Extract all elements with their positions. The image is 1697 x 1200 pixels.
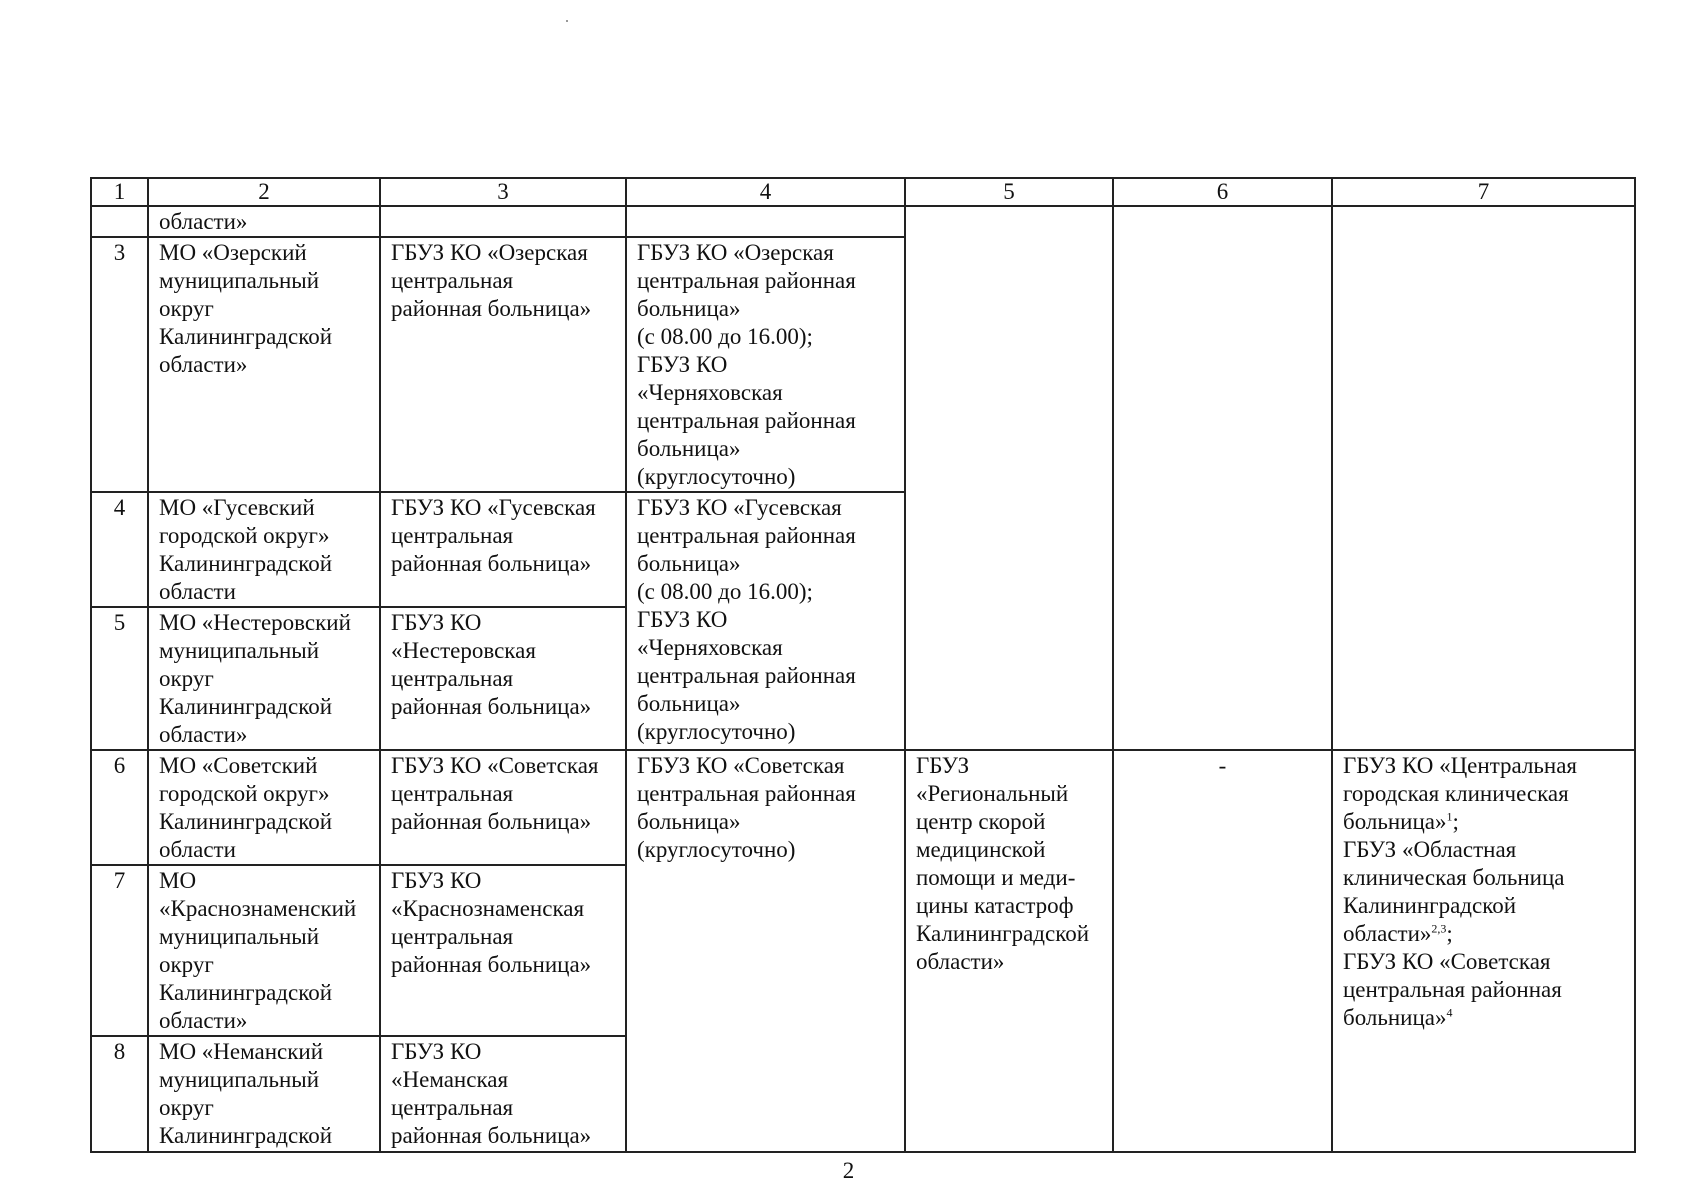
hospital-cell: [380, 750, 626, 865]
footnote-mark: 1: [1446, 809, 1453, 824]
cell-line: Калининградской: [159, 551, 333, 576]
distribution-table: [90, 177, 1636, 1153]
cell-line: «Неманская: [391, 1067, 509, 1092]
cell-line: районная больница»: [391, 694, 592, 719]
cell-line: области»: [916, 949, 1005, 974]
hospital-cell: [380, 865, 626, 1036]
cell-line: МО «Нестеровский: [159, 610, 351, 635]
emergency-service-cell: [905, 750, 1113, 1152]
cell-line: ГБУЗ: [916, 753, 970, 778]
cell-line: центральная: [391, 924, 514, 949]
cell-line-text: центральная районная: [1343, 977, 1562, 1002]
row-number-cell: 6: [91, 750, 148, 865]
footnote-mark: 2,3: [1431, 921, 1447, 936]
cell-line: муниципальный: [159, 1067, 320, 1092]
cell-line: МО «Гусевский: [159, 495, 315, 520]
column-7-cell: [1332, 206, 1635, 750]
cell-line: районная больница»: [391, 809, 592, 834]
cell-line: ГБУЗ КО: [637, 352, 728, 377]
cell-line: округ: [159, 666, 214, 691]
cell-line: [1343, 1004, 1624, 1032]
cell-line: центральная: [391, 523, 514, 548]
row-number-cell: 8: [91, 1036, 148, 1152]
cell-line: ГБУЗ КО «Советская: [637, 753, 845, 778]
cell-line: центральная: [391, 666, 514, 691]
cell-line: цины катастроф: [916, 893, 1074, 918]
cell-line: районная больница»: [391, 1123, 592, 1148]
cell-line: области»: [159, 1008, 248, 1033]
cell-line-text: больница»: [1343, 809, 1447, 834]
column-number: 6: [1113, 178, 1332, 206]
hospital-cell: [380, 1036, 626, 1152]
column-number: 3: [380, 178, 626, 206]
cell-line: центральная районная: [637, 268, 856, 293]
municipality-cell: [148, 1036, 380, 1152]
cell-line: [1343, 920, 1624, 948]
cell-line: больница»: [637, 809, 741, 834]
cell-line: центр скорой: [916, 809, 1046, 834]
hospital-cell: [380, 607, 626, 750]
cell-line: [1343, 864, 1624, 892]
cell-line: ГБУЗ КО «Гусевская: [391, 495, 596, 520]
cell-line: больница»: [637, 296, 741, 321]
cell-line: центральная районная: [637, 663, 856, 688]
municipality-cell: [148, 206, 380, 237]
hospital-cell: [380, 206, 626, 237]
cell-line: Калининградской: [916, 921, 1090, 946]
municipality-cell: [148, 750, 380, 865]
row-number-cell: 5: [91, 607, 148, 750]
cell-line: области»: [159, 209, 248, 234]
cell-line: области: [159, 579, 236, 604]
cell-line: центральная: [391, 1095, 514, 1120]
column-5-cell: [905, 206, 1113, 750]
column-number: 5: [905, 178, 1113, 206]
cell-line: (с 08.00 до 16.00);: [637, 579, 813, 604]
cell-line: центральная: [391, 781, 514, 806]
cell-line: ГБУЗ КО «Озерская: [637, 240, 834, 265]
cell-line-text: Калининградской: [1343, 893, 1517, 918]
column-6-cell: [1113, 206, 1332, 750]
cell-line-text: ГБУЗ «Областная: [1343, 837, 1517, 862]
cell-line: ГБУЗ КО «Гусевская: [637, 495, 842, 520]
cell-line: МО «Озерский: [159, 240, 307, 265]
cell-line: помощи и меди-: [916, 865, 1076, 890]
dash-cell: -: [1113, 750, 1332, 1152]
table-row: [91, 750, 1635, 865]
row-number-cell: 4: [91, 492, 148, 607]
row-number-cell: 7: [91, 865, 148, 1036]
cell-line: «Региональный: [916, 781, 1069, 806]
hospital-cell: [380, 237, 626, 492]
column-number: 4: [626, 178, 905, 206]
cell-line: [1343, 752, 1624, 780]
cell-line: районная больница»: [391, 296, 592, 321]
municipality-cell: [148, 865, 380, 1036]
routing-cell: [626, 750, 905, 1152]
footnote-mark: 4: [1446, 1005, 1453, 1020]
municipality-cell: [148, 237, 380, 492]
routing-cell: [626, 237, 905, 492]
cell-line-text: клиническая больница: [1343, 865, 1565, 890]
punctuation: ;: [1446, 921, 1453, 946]
cell-line: Калининградской: [159, 324, 333, 349]
cell-line: ГБУЗ КО «Советская: [391, 753, 599, 778]
cell-line: ГБУЗ КО: [391, 868, 482, 893]
continuation-row: [91, 206, 1635, 237]
cell-line: Калининградской: [159, 694, 333, 719]
cell-line: городской округ»: [159, 523, 330, 548]
cell-line: муниципальный: [159, 638, 320, 663]
cell-line: «Черняховская: [637, 380, 783, 405]
row-number-cell: [91, 206, 148, 237]
cell-line: Калининградской: [159, 809, 333, 834]
cell-line: [1343, 892, 1624, 920]
cell-line: (круглосуточно): [637, 719, 796, 744]
column-number: 1: [91, 178, 148, 206]
cell-line: городской округ»: [159, 781, 330, 806]
cell-line: Калининградской: [159, 1123, 333, 1148]
page-number: 2: [842, 1158, 855, 1183]
cell-line: муниципальный: [159, 268, 320, 293]
cell-line: «Нестеровская: [391, 638, 536, 663]
column-number-row: [91, 178, 1635, 206]
cell-line: (с 08.00 до 16.00);: [637, 324, 813, 349]
column-number: 7: [1332, 178, 1635, 206]
cell-line: центральная: [391, 268, 514, 293]
cell-line-text: ГБУЗ КО «Советская: [1343, 949, 1551, 974]
cell-line: округ: [159, 296, 214, 321]
cell-line-text: области»: [1343, 921, 1432, 946]
cell-line: центральная районная: [637, 781, 856, 806]
cell-line-text: городская клиническая: [1343, 781, 1569, 806]
cell-line: Калининградской: [159, 980, 333, 1005]
cell-line: МО «Советский: [159, 753, 318, 778]
routing-cell: [626, 492, 905, 750]
receiving-hospitals-list: [1343, 752, 1624, 1032]
cell-line: [1343, 948, 1624, 976]
cell-line: «Краснознаменская: [391, 896, 585, 921]
cell-line: [1343, 976, 1624, 1004]
cell-line: МО: [159, 868, 197, 893]
cell-line: [1343, 780, 1624, 808]
scan-speck: [566, 20, 568, 22]
cell-line: больница»: [637, 551, 741, 576]
cell-line: больница»: [637, 436, 741, 461]
cell-line: районная больница»: [391, 952, 592, 977]
cell-line: (круглосуточно): [637, 837, 796, 862]
cell-line: области»: [159, 722, 248, 747]
punctuation: ;: [1452, 809, 1459, 834]
cell-line: [1343, 808, 1624, 836]
cell-line: (круглосуточно): [637, 464, 796, 489]
cell-line: [1343, 836, 1624, 864]
cell-line: МО «Неманский: [159, 1039, 324, 1064]
cell-line: медицинской: [916, 837, 1046, 862]
cell-line: «Краснознаменский: [159, 896, 357, 921]
cell-line: ГБУЗ КО «Озерская: [391, 240, 588, 265]
routing-cell: [626, 206, 905, 237]
municipality-cell: [148, 492, 380, 607]
hospital-cell: [380, 492, 626, 607]
cell-line: области: [159, 837, 236, 862]
cell-line: округ: [159, 1095, 214, 1120]
cell-line: округ: [159, 952, 214, 977]
column-number: 2: [148, 178, 380, 206]
cell-line: ГБУЗ КО: [391, 1039, 482, 1064]
cell-line: центральная районная: [637, 523, 856, 548]
cell-line: ГБУЗ КО: [637, 607, 728, 632]
cell-line: ГБУЗ КО: [391, 610, 482, 635]
cell-line: области»: [159, 352, 248, 377]
municipality-cell: [148, 607, 380, 750]
receiving-hospitals-cell: [1332, 750, 1635, 1152]
cell-line-text: ГБУЗ КО «Центральная: [1343, 753, 1578, 778]
cell-line: центральная районная: [637, 408, 856, 433]
row-number-cell: 3: [91, 237, 148, 492]
cell-line: муниципальный: [159, 924, 320, 949]
cell-line-text: больница»: [1343, 1005, 1447, 1030]
cell-line: районная больница»: [391, 551, 592, 576]
cell-line: больница»: [637, 691, 741, 716]
cell-line: «Черняховская: [637, 635, 783, 660]
